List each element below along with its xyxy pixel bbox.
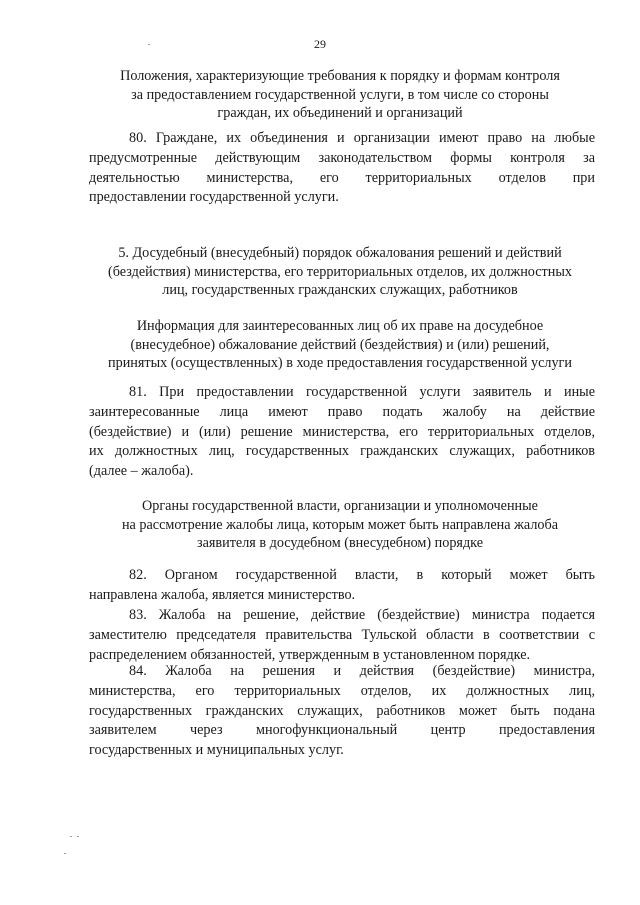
page-number: 29 — [314, 37, 326, 51]
section-5-title: 5. Досудебный (внесудебный) порядок обжалования решений и действий (бездействия) министерства, его территориальных отделов, их должностных лиц, государственных гражданских служащих, работников — [108, 245, 572, 299]
scan-speck — [148, 44, 150, 45]
scan-speck — [70, 836, 72, 837]
paragraph-84: 84. Жалоба на решения и действия (бездействие) министра, министерства, его территориальных отделов, их должностных лиц, государственных гражданских служащих, работников может быть подана заявителем через многофункциональный центр предоставления государственных и муниципальных услуг. — [89, 663, 595, 759]
heading-complaint-bodies: Органы государственной власти, организации и уполномоченные на рассмотрение жалобы лица, которым может быть направлена жалоба заявителя в досудебном (внесудебном) порядке — [121, 498, 559, 552]
paragraph-83: 83. Жалоба на решение, действие (бездействие) министра подается заместителю председателя правительства Тульской области в соответствии с распределением обязанностей, утвержденным в установленном порядке. — [89, 607, 595, 663]
heading-appeal-information: Информация для заинтересованных лиц об их праве на досудебное (внесудебное) обжалование действий (бездействия) и (или) решений, принятых (осуществленных) в ходе предоставления государственной услуги — [108, 318, 572, 372]
scan-speck — [77, 836, 79, 837]
paragraph-82: 82. Органом государственной власти, в который может быть направлена жалоба, является министерство. — [89, 567, 595, 603]
paragraph-80: 80. Граждане, их объединения и организации имеют право на любые предусмотренные действующим законодательством формы контроля за деятельностью министерства, его территориальных отделов при предоставлении государственной услуги. — [89, 130, 595, 206]
heading-control-requirements: Положения, характеризующие требования к порядку и формам контроля за предоставлением государственной услуги, в том числе со стороны граждан, их объединений и организаций — [120, 68, 560, 122]
scan-speck — [64, 853, 66, 854]
paragraph-81: 81. При предоставлении государственной услуги заявитель и иные заинтересованные лица имеют право подать жалобу на действие (бездействие) и (или) решение министерства, его территориальных отделов, их должностных лиц, государственных гражданских служащих, работников (далее – жалоба). — [89, 384, 595, 480]
